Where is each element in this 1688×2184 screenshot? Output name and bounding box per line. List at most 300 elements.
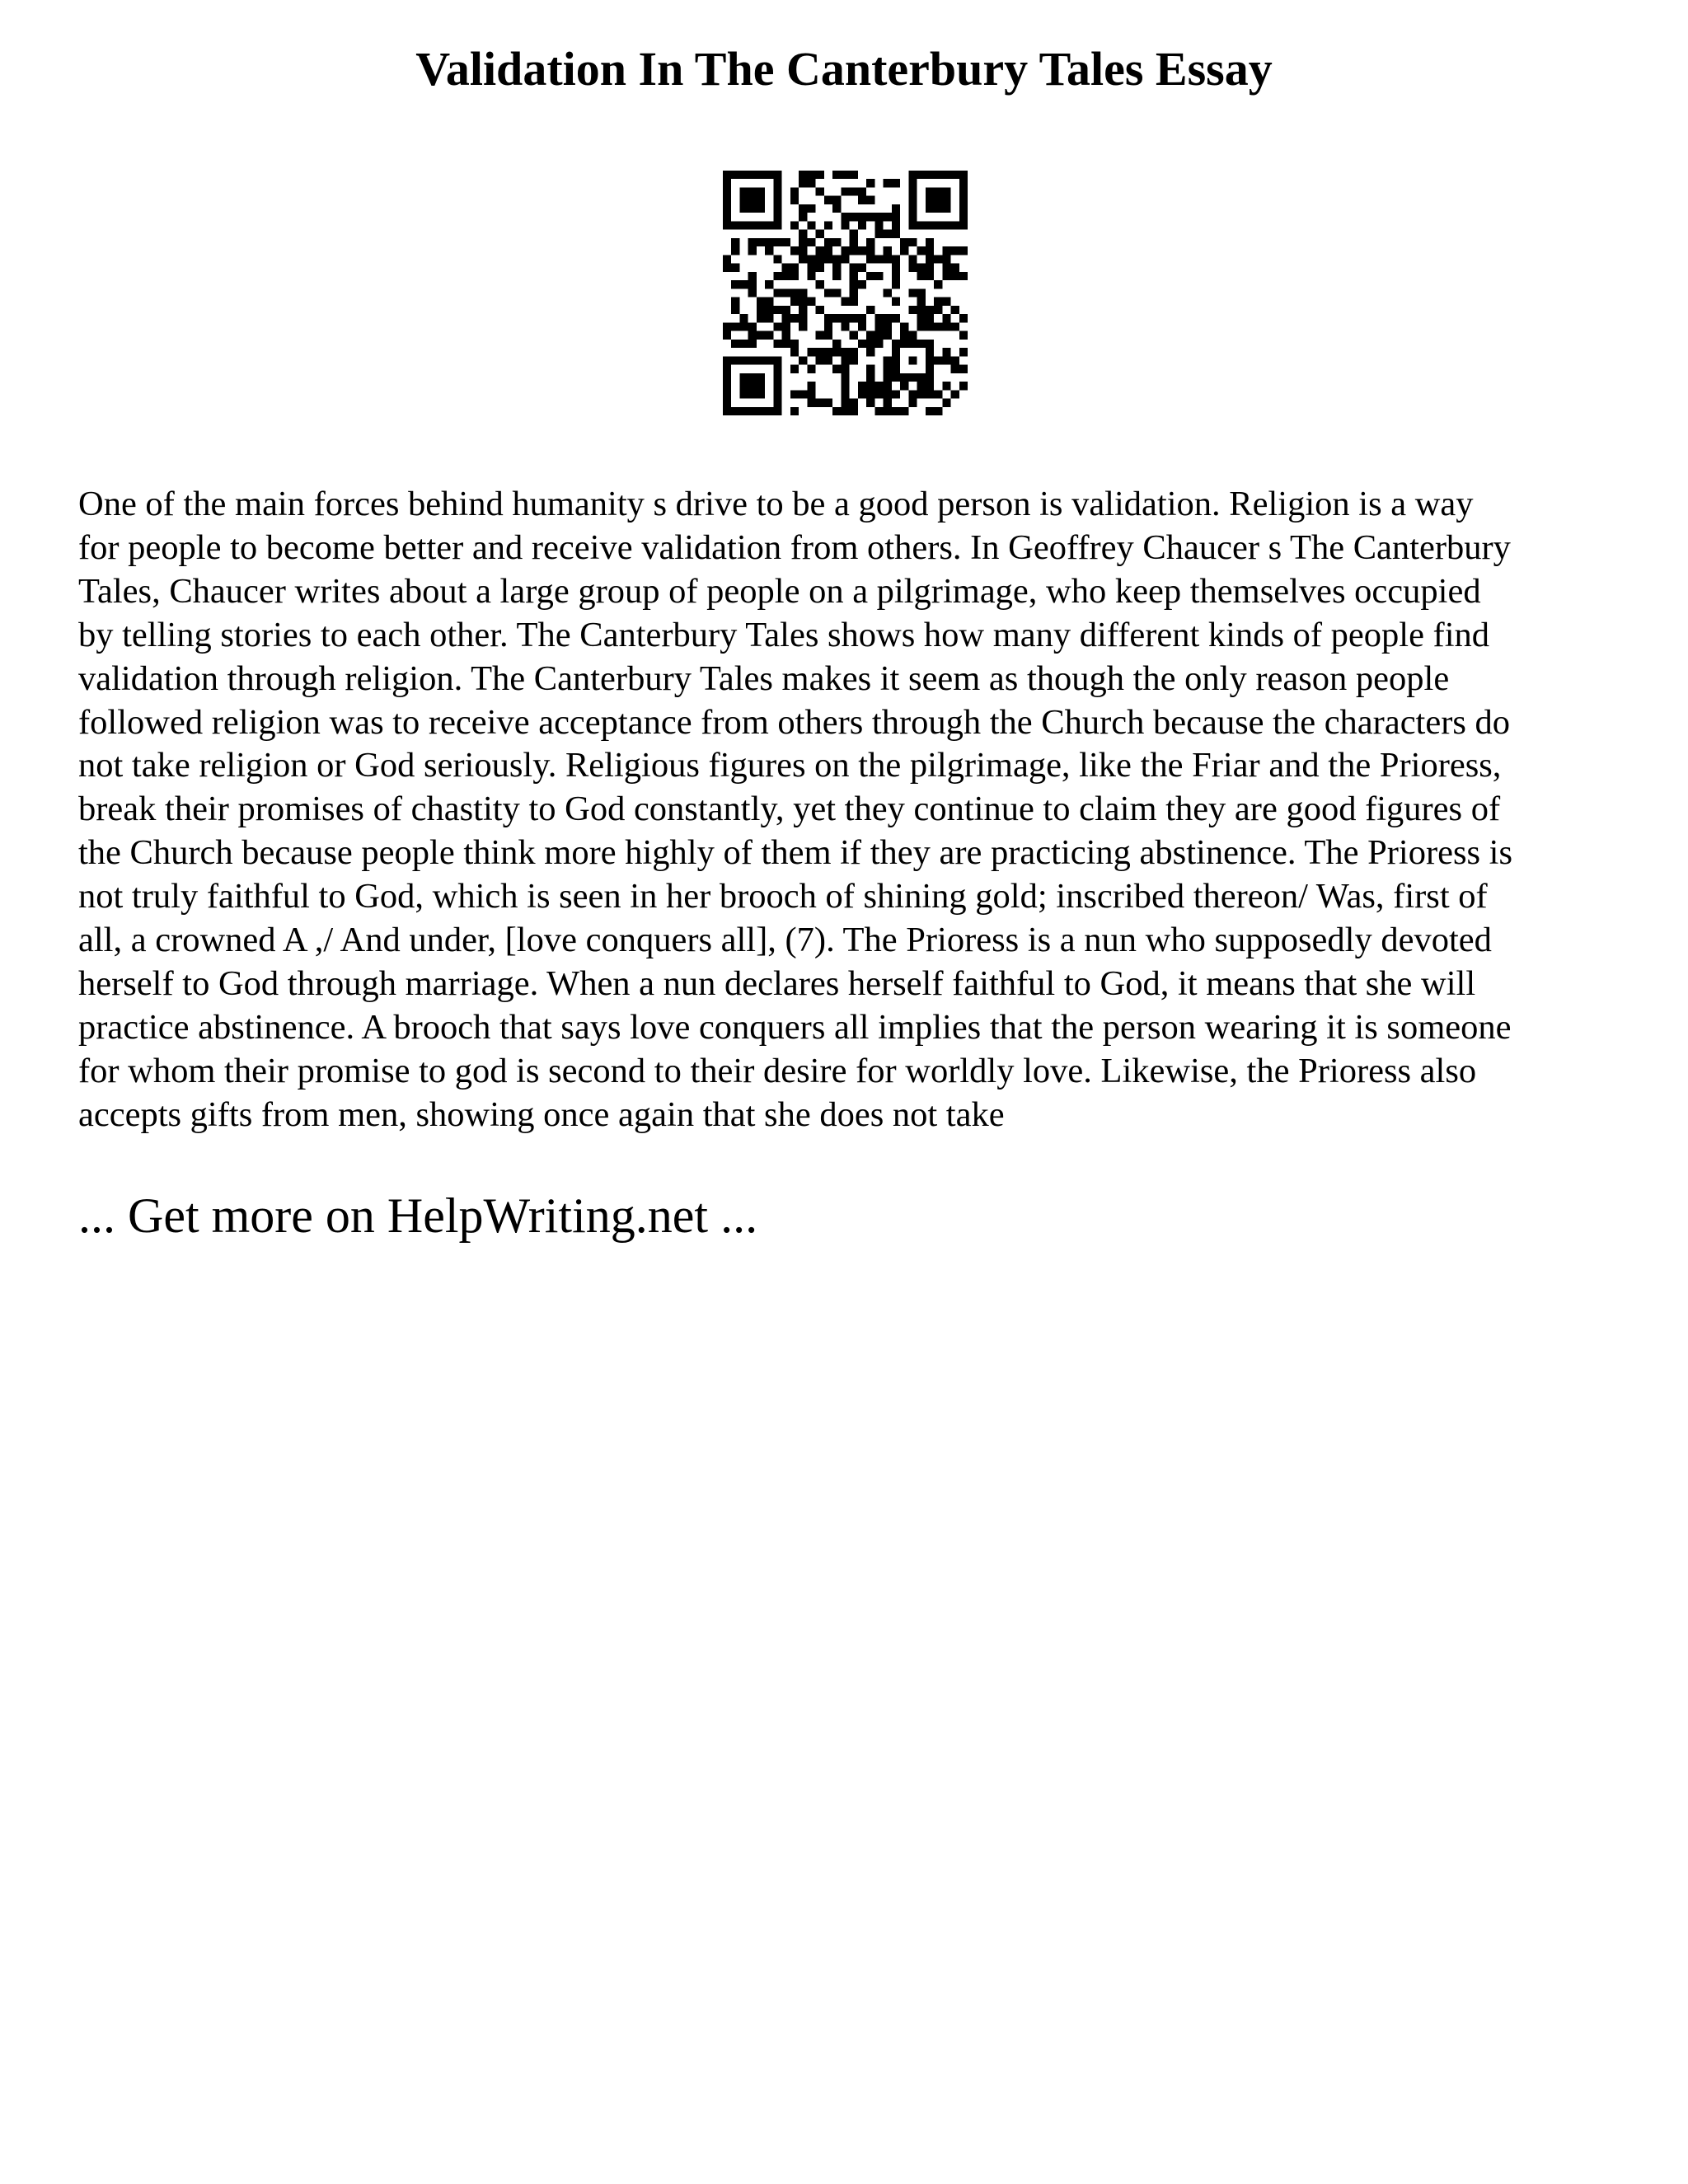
qr-module <box>942 272 950 280</box>
qr-module <box>748 288 757 297</box>
qr-module <box>959 187 968 195</box>
qr-module <box>757 298 765 306</box>
essay-line: break their promises of chastity to God constantly, yet they continue to claim they are good figures of <box>78 790 1501 829</box>
qr-code-icon[interactable] <box>723 171 968 415</box>
qr-module <box>926 340 934 348</box>
qr-module <box>892 298 900 306</box>
qr-module <box>773 187 781 195</box>
qr-module <box>959 204 968 213</box>
qr-module <box>832 288 841 297</box>
qr-module <box>816 348 824 356</box>
qr-module <box>841 255 849 263</box>
qr-module <box>841 314 849 322</box>
qr-module <box>866 365 874 373</box>
qr-module <box>866 340 874 348</box>
qr-module <box>799 390 807 398</box>
qr-module <box>807 348 815 356</box>
qr-module <box>773 171 781 179</box>
qr-module <box>824 288 832 297</box>
qr-module <box>739 171 748 179</box>
qr-module <box>765 331 773 340</box>
qr-module <box>942 255 950 263</box>
qr-module <box>900 382 908 390</box>
qr-module <box>824 331 832 340</box>
qr-module <box>959 331 968 340</box>
qr-module <box>816 306 824 314</box>
qr-module <box>799 238 807 246</box>
qr-module <box>824 196 832 204</box>
qr-module <box>773 213 781 221</box>
qr-module <box>884 230 892 238</box>
qr-module <box>723 373 731 382</box>
qr-module <box>850 213 858 221</box>
qr-module <box>884 399 892 407</box>
qr-module <box>757 306 765 314</box>
essay-line: for people to become better and receive validation from others. In Geoffrey Chaucer s The Canterbury <box>78 527 1511 567</box>
essay-line: not truly faithful to God, which is seen in her brooch of shining gold; inscribed thereon/ Was, first of <box>78 877 1488 916</box>
qr-module <box>832 204 841 213</box>
qr-module <box>926 171 934 179</box>
qr-module <box>816 399 824 407</box>
qr-module <box>908 331 917 340</box>
qr-module <box>884 246 892 255</box>
qr-module <box>841 365 849 373</box>
qr-module <box>731 407 739 415</box>
qr-module <box>866 306 874 314</box>
qr-module <box>807 382 815 390</box>
qr-module <box>739 280 748 288</box>
qr-module <box>951 272 959 280</box>
qr-module <box>841 382 849 390</box>
qr-module <box>748 196 757 204</box>
qr-module <box>892 272 900 280</box>
qr-module <box>739 204 748 213</box>
qr-module <box>757 331 765 340</box>
essay-line: all, a crowned A ,/ And under, [love conquers all], (7). The Prioress is a nun who supposedly devoted <box>78 921 1492 960</box>
qr-module <box>773 288 781 297</box>
qr-module <box>934 390 942 398</box>
qr-module <box>723 179 731 187</box>
essay-line: One of the main forces behind humanity s drive to be a good person is validation. Religion is a way <box>78 485 1474 523</box>
qr-module <box>807 365 815 373</box>
qr-module <box>723 365 731 373</box>
qr-module <box>917 272 926 280</box>
qr-module <box>757 238 765 246</box>
qr-module <box>807 390 815 398</box>
qr-module <box>773 221 781 229</box>
qr-module <box>900 331 908 340</box>
qr-module <box>748 171 757 179</box>
qr-module <box>765 171 773 179</box>
qr-module <box>858 221 866 229</box>
qr-module <box>926 407 934 415</box>
qr-module <box>874 255 883 263</box>
qr-module <box>892 348 900 356</box>
qr-module <box>782 340 790 348</box>
qr-module <box>748 221 757 229</box>
qr-module <box>816 246 824 255</box>
qr-module <box>782 314 790 322</box>
qr-module <box>866 179 874 187</box>
qr-module <box>926 238 934 246</box>
qr-module <box>858 246 866 255</box>
qr-module <box>926 390 934 398</box>
qr-module <box>765 306 773 314</box>
qr-module <box>790 314 799 322</box>
qr-module <box>739 356 748 364</box>
qr-module <box>748 272 757 280</box>
qr-module <box>832 407 841 415</box>
qr-module <box>934 196 942 204</box>
qr-module <box>757 314 765 322</box>
qr-module <box>926 382 934 390</box>
qr-module <box>841 348 849 356</box>
essay-line: the Church because people think more highly of them if they are practicing abstinence. The Prioress is <box>78 833 1513 873</box>
qr-module <box>731 356 739 364</box>
qr-module <box>773 255 781 263</box>
qr-module <box>773 238 781 246</box>
qr-module <box>773 365 781 373</box>
qr-module <box>951 306 959 314</box>
qr-module <box>723 390 731 398</box>
qr-module <box>850 230 858 238</box>
qr-module <box>731 280 739 288</box>
qr-module <box>858 340 866 348</box>
qr-module <box>782 331 790 340</box>
qr-module <box>934 298 942 306</box>
qr-module <box>850 314 858 322</box>
qr-module <box>934 171 942 179</box>
qr-module <box>892 373 900 382</box>
qr-module <box>850 280 858 288</box>
page-title: Validation In The Canterbury Tales Essay <box>415 42 1273 96</box>
qr-module <box>790 390 799 398</box>
qr-module <box>748 187 757 195</box>
qr-module <box>874 221 883 229</box>
qr-module <box>900 246 908 255</box>
qr-module <box>748 246 757 255</box>
qr-module <box>942 382 950 390</box>
qr-module <box>790 288 799 297</box>
qr-module <box>908 221 917 229</box>
qr-module <box>816 356 824 364</box>
qr-module <box>942 187 950 195</box>
qr-module <box>773 407 781 415</box>
qr-module <box>942 196 950 204</box>
qr-module <box>799 204 807 213</box>
essay-line: validation through religion. The Canterbury Tales makes it seem as though the only reason people <box>78 658 1450 698</box>
qr-module <box>900 407 908 415</box>
qr-module <box>926 314 934 322</box>
qr-module <box>874 407 883 415</box>
essay-line: herself to God through marriage. When a nun declares herself faithful to God, it means that she will <box>78 963 1476 1003</box>
qr-module <box>908 196 917 204</box>
qr-module <box>773 272 781 280</box>
qr-module <box>959 213 968 221</box>
qr-module <box>841 246 849 255</box>
qr-module <box>799 322 807 330</box>
qr-module <box>900 322 908 330</box>
qr-module <box>926 272 934 280</box>
qr-module <box>748 331 757 340</box>
qr-module <box>892 314 900 322</box>
qr-module <box>866 255 874 263</box>
qr-module <box>892 230 900 238</box>
qr-module <box>959 348 968 356</box>
qr-module <box>731 246 739 255</box>
qr-module <box>951 221 959 229</box>
qr-module <box>748 238 757 246</box>
qr-module <box>748 407 757 415</box>
qr-module <box>773 390 781 398</box>
qr-module <box>723 331 731 340</box>
qr-module <box>917 382 926 390</box>
qr-module <box>723 171 731 179</box>
qr-module <box>884 390 892 398</box>
qr-module <box>757 407 765 415</box>
qr-module <box>942 356 950 364</box>
qr-module <box>757 382 765 390</box>
qr-module <box>874 331 883 340</box>
qr-module <box>748 382 757 390</box>
qr-module <box>748 390 757 398</box>
qr-module <box>951 356 959 364</box>
qr-module <box>874 390 883 398</box>
qr-module <box>807 255 815 263</box>
qr-module <box>790 340 799 348</box>
qr-module <box>850 246 858 255</box>
qr-module <box>782 322 790 330</box>
qr-module <box>731 264 739 272</box>
qr-module <box>884 322 892 330</box>
qr-module <box>942 348 950 356</box>
qr-module <box>908 288 917 297</box>
qr-module <box>731 340 739 348</box>
qr-module <box>790 187 799 195</box>
qr-module <box>866 348 874 356</box>
qr-module <box>757 204 765 213</box>
qr-module <box>850 264 858 272</box>
qr-module <box>765 407 773 415</box>
qr-module <box>900 238 908 246</box>
qr-module <box>874 314 883 322</box>
qr-module <box>858 187 866 195</box>
qr-module <box>782 272 790 280</box>
qr-module <box>832 196 841 204</box>
qr-module <box>799 179 807 187</box>
essay-line: practice abstinence. A brooch that says love conquers all implies that the person wearing it is someone <box>78 1007 1512 1047</box>
qr-module <box>926 373 934 382</box>
qr-module <box>850 356 858 364</box>
qr-module <box>917 373 926 382</box>
qr-module <box>858 196 866 204</box>
qr-module <box>850 272 858 280</box>
qr-module <box>748 356 757 364</box>
qr-module <box>782 288 790 297</box>
qr-module <box>934 187 942 195</box>
qr-module <box>757 356 765 364</box>
qr-module <box>832 314 841 322</box>
qr-module <box>926 187 934 195</box>
qr-module <box>841 373 849 382</box>
qr-module <box>866 196 874 204</box>
qr-module <box>841 407 849 415</box>
qr-module <box>959 272 968 280</box>
qr-module <box>850 407 858 415</box>
qr-module <box>850 298 858 306</box>
qr-module <box>739 340 748 348</box>
qr-module <box>908 204 917 213</box>
qr-module <box>790 221 799 229</box>
qr-module <box>858 264 866 272</box>
qr-module <box>841 399 849 407</box>
qr-module <box>739 390 748 398</box>
qr-module <box>892 390 900 398</box>
qr-module <box>807 264 815 272</box>
qr-module <box>858 390 866 398</box>
qr-module <box>765 238 773 246</box>
qr-module <box>892 280 900 288</box>
qr-module <box>765 298 773 306</box>
qr-module <box>841 322 849 330</box>
qr-module <box>884 356 892 364</box>
qr-module <box>757 187 765 195</box>
qr-module <box>773 356 781 364</box>
qr-module <box>773 340 781 348</box>
qr-module <box>832 255 841 263</box>
qr-module <box>790 348 799 356</box>
essay-line: followed religion was to receive acceptance from others through the Church because the characters do <box>78 702 1511 742</box>
qr-module <box>942 246 950 255</box>
qr-module <box>816 264 824 272</box>
qr-module <box>824 255 832 263</box>
qr-module <box>832 264 841 272</box>
qr-module <box>757 196 765 204</box>
qr-module <box>731 306 739 314</box>
qr-module <box>824 246 832 255</box>
qr-module <box>748 340 757 348</box>
qr-module <box>926 348 934 356</box>
qr-module <box>723 264 731 272</box>
qr-module <box>884 314 892 322</box>
qr-module <box>807 272 815 280</box>
qr-module <box>892 221 900 229</box>
qr-module <box>782 264 790 272</box>
qr-module <box>934 407 942 415</box>
qr-module <box>951 365 959 373</box>
qr-module <box>739 373 748 382</box>
qr-module <box>942 204 950 213</box>
qr-module <box>816 230 824 238</box>
get-more-link[interactable]: ... Get more on HelpWriting.net ... <box>78 1188 758 1243</box>
qr-module <box>807 298 815 306</box>
qr-module <box>942 298 950 306</box>
qr-module <box>959 171 968 179</box>
qr-module <box>892 340 900 348</box>
qr-module <box>874 322 883 330</box>
qr-module <box>799 306 807 314</box>
qr-module <box>951 322 959 330</box>
qr-module <box>748 322 757 330</box>
essay-line: for whom their promise to god is second to their desire for worldly love. Likewise, the Prioress also <box>78 1051 1477 1090</box>
qr-module <box>892 179 900 187</box>
essay-line: not take religion or God seriously. Religious figures on the pilgrimage, like the Friar and the Prioress, <box>78 746 1502 785</box>
qr-module <box>790 246 799 255</box>
qr-module <box>874 272 883 280</box>
qr-module <box>858 280 866 288</box>
qr-module <box>942 314 950 322</box>
qr-module <box>832 272 841 280</box>
qr-module <box>926 264 934 272</box>
qr-module <box>841 221 849 229</box>
qr-module <box>884 331 892 340</box>
qr-module <box>926 306 934 314</box>
qr-module <box>723 356 731 364</box>
qr-module <box>824 348 832 356</box>
qr-module <box>892 204 900 213</box>
qr-module <box>790 407 799 415</box>
qr-module <box>942 399 950 407</box>
qr-module <box>934 221 942 229</box>
qr-module <box>951 390 959 398</box>
qr-module <box>959 179 968 187</box>
qr-module <box>739 322 748 330</box>
essay-body <box>78 483 1620 1137</box>
qr-module <box>723 213 731 221</box>
qr-module <box>841 356 849 364</box>
qr-module <box>824 322 832 330</box>
qr-module <box>959 196 968 204</box>
qr-module <box>816 280 824 288</box>
qr-module <box>723 196 731 204</box>
qr-module <box>807 171 815 179</box>
qr-module <box>739 382 748 390</box>
qr-module <box>723 204 731 213</box>
qr-module <box>723 221 731 229</box>
qr-module <box>790 365 799 373</box>
qr-module <box>884 365 892 373</box>
qr-module <box>773 179 781 187</box>
qr-module <box>832 348 841 356</box>
qr-module <box>731 298 739 306</box>
qr-module <box>858 213 866 221</box>
qr-module <box>917 322 926 330</box>
essay-line: by telling stories to each other. The Canterbury Tales shows how many different kinds of people find <box>78 615 1490 654</box>
qr-module <box>866 382 874 390</box>
qr-module <box>926 365 934 373</box>
qr-module <box>908 356 917 364</box>
qr-module <box>874 382 883 390</box>
qr-module <box>908 171 917 179</box>
qr-module <box>926 356 934 364</box>
qr-module <box>723 407 731 415</box>
qr-module <box>934 322 942 330</box>
qr-module <box>807 204 815 213</box>
qr-module <box>858 314 866 322</box>
qr-module <box>917 264 926 272</box>
qr-module <box>908 213 917 221</box>
qr-module <box>908 255 917 263</box>
qr-module <box>917 306 926 314</box>
qr-module <box>850 348 858 356</box>
qr-module <box>773 306 781 314</box>
qr-module <box>765 280 773 288</box>
qr-module <box>782 306 790 314</box>
qr-module <box>917 298 926 306</box>
essay-line: accepts gifts from men, showing once again that she does not take <box>78 1094 1005 1134</box>
qr-module <box>951 246 959 255</box>
qr-module <box>748 204 757 213</box>
